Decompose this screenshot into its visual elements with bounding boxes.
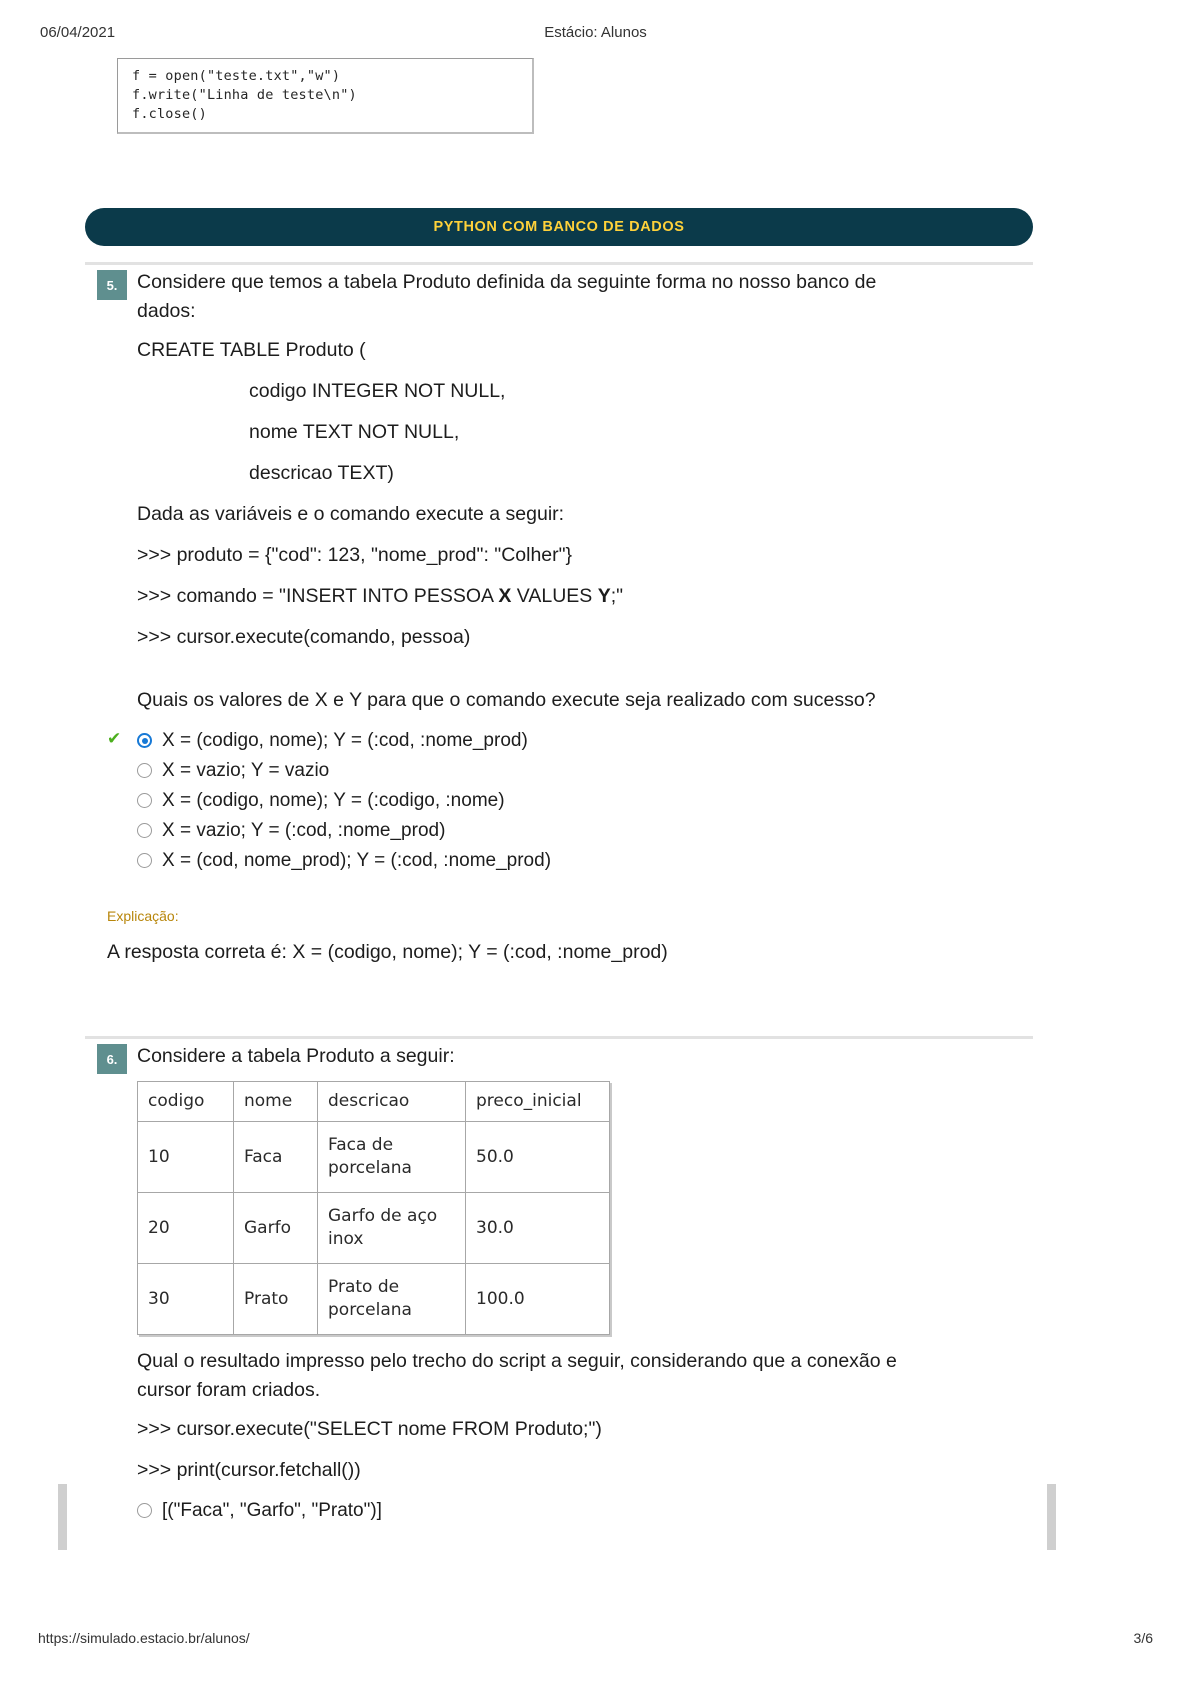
table-row	[138, 1193, 610, 1264]
option-row[interactable]	[137, 817, 1027, 847]
question-6-prompt-line1: Qual o resultado impresso pelo trecho do script a seguir, considerando que a conexão e	[137, 1350, 897, 1372]
question-6-prompt-line2: cursor foram criados.	[137, 1379, 321, 1401]
option-label: X = vazio; Y = vazio	[162, 760, 330, 781]
radio-button[interactable]	[137, 793, 152, 808]
option-label: X = (cod, nome_prod); Y = (:cod, :nome_prod)	[162, 850, 552, 871]
radio-button[interactable]	[137, 823, 152, 838]
table-cell: 30	[138, 1264, 234, 1335]
code2-post: ;"	[610, 585, 624, 607]
produto-table	[137, 1081, 610, 1335]
question-6-options	[137, 1497, 1027, 1527]
question-6-statement: Considere a tabela Produto a seguir:	[137, 1045, 455, 1067]
footer-page-number: 3/6	[1133, 1630, 1153, 1646]
radio-button[interactable]	[137, 853, 152, 868]
table-cell: 20	[138, 1193, 234, 1264]
table-cell: Prato de porcelana	[318, 1264, 466, 1335]
question-5-code-line2	[137, 582, 1027, 611]
question-5-statement	[137, 268, 1027, 326]
question-number-badge: 6.	[97, 1044, 127, 1074]
table-cell: Faca de porcelana	[318, 1122, 466, 1193]
question-5-statement-line2: dados:	[137, 300, 196, 322]
correct-check-icon: ✔	[107, 729, 122, 748]
radio-button[interactable]	[137, 1503, 152, 1518]
question-5-statement-line1: Considere que temos a tabela Produto definida da seguinte forma no nosso banco de	[137, 271, 877, 293]
question-5-code-line1: >>> produto = {"cod": 123, "nome_prod": "Colher"}	[137, 544, 573, 566]
option-label: [("Faca", "Garfo", "Prato")]	[162, 1500, 382, 1521]
explanation-label: Explicação:	[107, 908, 179, 924]
code2-pre: >>> comando = "INSERT INTO PESSOA	[137, 585, 499, 607]
question-divider	[85, 262, 1033, 265]
table-header-cell: preco_inicial	[466, 1082, 610, 1122]
radio-button[interactable]	[137, 763, 152, 778]
table-header-cell: nome	[234, 1082, 318, 1122]
question-5-sql-line2: codigo INTEGER NOT NULL,	[249, 380, 506, 402]
table-header-cell: codigo	[138, 1082, 234, 1122]
option-label: X = (codigo, nome); Y = (:cod, :nome_prod)	[162, 730, 528, 751]
code-line-2: f.write("Linha de teste\n")	[132, 87, 357, 103]
table-header-cell: descricao	[318, 1082, 466, 1122]
option-row[interactable]	[107, 727, 1027, 757]
question-5-body	[107, 268, 1027, 877]
question-5-sql-line1: CREATE TABLE Produto (	[137, 339, 366, 361]
code2-x-var: X	[498, 585, 512, 607]
option-row[interactable]	[137, 847, 1027, 877]
table-cell: Garfo	[234, 1193, 318, 1264]
table-cell: 100.0	[466, 1264, 610, 1335]
question-6-code-line1: >>> cursor.execute("SELECT nome FROM Produto;")	[137, 1418, 602, 1440]
question-6-code-line2: >>> print(cursor.fetchall())	[137, 1459, 361, 1481]
code2-y-var: Y	[597, 585, 611, 607]
table-cell: Prato	[234, 1264, 318, 1335]
table-cell: Garfo de aço inox	[318, 1193, 466, 1264]
question-divider	[85, 1036, 1033, 1039]
code-line-1: f = open("teste.txt","w")	[132, 68, 341, 84]
question-5-sql-line4: descricao TEXT)	[249, 462, 394, 484]
section-banner	[85, 208, 1033, 246]
question-6-body	[137, 1042, 1027, 1527]
footer-url: https://simulado.estacio.br/alunos/	[38, 1630, 250, 1646]
print-header	[0, 24, 1191, 46]
code2-mid: VALUES	[511, 585, 598, 607]
question-5-prompt: Quais os valores de X e Y para que o comando execute seja realizado com sucesso?	[137, 689, 876, 711]
question-5-code-line3: >>> cursor.execute(comando, pessoa)	[137, 626, 471, 648]
table-cell: Faca	[234, 1122, 318, 1193]
table-cell: 30.0	[466, 1193, 610, 1264]
print-title: Estácio: Alunos	[544, 24, 647, 41]
option-row[interactable]	[137, 757, 1027, 787]
option-label: X = vazio; Y = (:cod, :nome_prod)	[162, 820, 446, 841]
question-5-options	[107, 727, 1027, 877]
explanation-text: A resposta correta é: X = (codigo, nome); Y = (:cod, :nome_prod)	[107, 941, 668, 963]
question-5-intro: Dada as variáveis e o comando execute a seguir:	[137, 503, 565, 525]
table-cell: 10	[138, 1122, 234, 1193]
print-date: 06/04/2021	[40, 24, 116, 41]
question-5	[85, 262, 1033, 962]
table-header-row	[138, 1082, 610, 1122]
option-row[interactable]	[137, 1497, 1027, 1527]
question-number-badge: 5.	[97, 270, 127, 300]
radio-button[interactable]	[137, 733, 152, 748]
option-row[interactable]	[137, 787, 1027, 817]
table-cell: 50.0	[466, 1122, 610, 1193]
section-banner-title: PYTHON COM BANCO DE DADOS	[433, 219, 685, 235]
table-row	[138, 1264, 610, 1335]
code-line-3: f.close()	[132, 106, 207, 122]
code-snippet-box	[117, 58, 534, 134]
option-label: X = (codigo, nome); Y = (:codigo, :nome)	[162, 790, 505, 811]
question-6-prompt	[137, 1347, 1027, 1405]
table-row	[138, 1122, 610, 1193]
question-6	[85, 1036, 1033, 1521]
page-footer	[0, 1630, 1191, 1650]
question-5-sql-line3: nome TEXT NOT NULL,	[249, 421, 460, 443]
right-edge-mark	[1047, 1484, 1056, 1550]
left-edge-mark	[58, 1484, 67, 1550]
